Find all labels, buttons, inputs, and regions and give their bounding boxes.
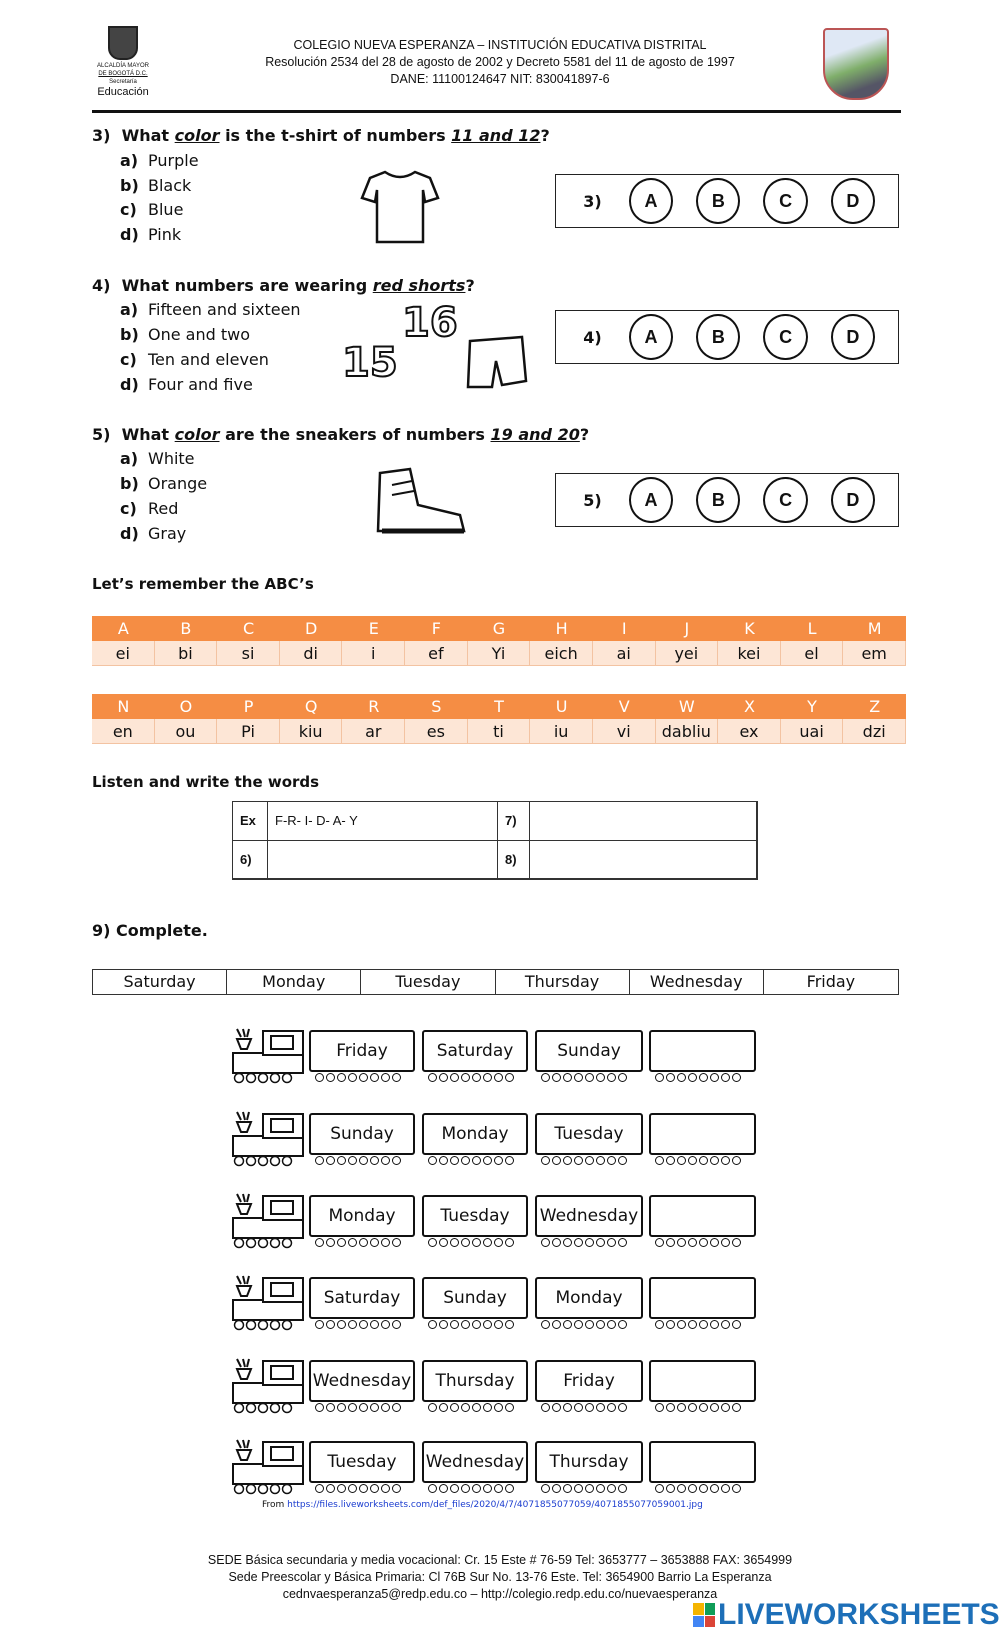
letter-cell: O <box>155 694 218 719</box>
letter-cell: R <box>342 694 405 719</box>
letter-cell: W <box>656 694 719 719</box>
wheels-icon <box>655 1484 741 1494</box>
day-word: Monday <box>227 970 361 994</box>
question-4: 4) What numbers are wearing red shorts? <box>92 276 475 295</box>
shorts-icon <box>464 335 528 393</box>
train-car-day: Friday <box>309 1030 415 1072</box>
q5-choice-d[interactable]: D <box>831 477 875 523</box>
q3-choice-c[interactable]: C <box>763 178 807 224</box>
listen-title: Listen and write the words <box>92 773 320 791</box>
pronunciation-cell: di <box>280 641 343 666</box>
pronunciation-cell: ar <box>342 719 405 744</box>
ex-label: Ex <box>233 802 268 841</box>
train-car-day: Wednesday <box>535 1195 643 1237</box>
wheels-icon <box>315 1073 401 1083</box>
train-engine-icon <box>231 1274 307 1332</box>
train-car-day: Sunday <box>535 1030 643 1072</box>
wheels-icon <box>315 1484 401 1494</box>
alphabet-table-2 <box>92 694 906 744</box>
header-dane: DANE: 11100124647 NIT: 830041897-6 <box>390 72 610 86</box>
days-word-bank <box>92 969 899 995</box>
letter-cell: C <box>217 616 280 641</box>
number-15: 15 <box>342 340 398 386</box>
pronunciation-cell: kei <box>718 641 781 666</box>
letter-cell: X <box>718 694 781 719</box>
live-badge-icon <box>693 1603 715 1627</box>
sneakers-icon <box>370 465 470 540</box>
pronunciation-cell: el <box>781 641 844 666</box>
letter-cell: I <box>593 616 656 641</box>
q3-choice-b[interactable]: B <box>696 178 740 224</box>
pronunciation-cell: ef <box>405 641 468 666</box>
train-car-day: Saturday <box>309 1277 415 1319</box>
wheels-icon <box>315 1238 401 1248</box>
pronunciation-cell: yei <box>656 641 719 666</box>
liveworksheets-logo: LIVEWORKSHEETS <box>693 1598 1000 1632</box>
q3-choice-d[interactable]: D <box>831 178 875 224</box>
pronunciation-cell: dabliu <box>656 719 719 744</box>
q4-option-a: a) Fifteen and sixteen <box>120 300 301 319</box>
train-car-day: Wednesday <box>422 1441 528 1483</box>
train-row <box>231 1438 761 1496</box>
wheels-icon <box>428 1156 514 1166</box>
pronunciation-cell: Yi <box>468 641 531 666</box>
number-16: 16 <box>402 300 458 346</box>
pronunciation-cell: i <box>342 641 405 666</box>
label-8: 8) <box>498 841 530 880</box>
day-word: Thursday <box>496 970 630 994</box>
letter-cell: B <box>155 616 218 641</box>
pronunciation-cell: eich <box>530 641 593 666</box>
letter-cell: L <box>781 616 844 641</box>
wheels-icon <box>655 1403 741 1413</box>
pronunciation-cell: uai <box>781 719 844 744</box>
train-car-day: Sunday <box>422 1277 528 1319</box>
pronunciation-cell: ti <box>468 719 531 744</box>
letter-cell: U <box>530 694 593 719</box>
letter-cell: V <box>593 694 656 719</box>
q4-choice-a[interactable]: A <box>629 314 673 360</box>
wheels-icon <box>541 1484 627 1494</box>
day-word: Saturday <box>93 970 227 994</box>
footer-line-2: Sede Preescolar y Básica Primaria: Cl 76B Sur No. 13-76 Este. Tel: 3654900 Barrio La Esperanza <box>228 1570 772 1584</box>
pronunciation-cell: em <box>843 641 906 666</box>
train-car-day: Thursday <box>422 1360 528 1402</box>
letter-cell: P <box>217 694 280 719</box>
wheels-icon <box>655 1073 741 1083</box>
ex-answer: F-R- I- D- A- Y <box>268 802 498 841</box>
wheels-icon <box>428 1484 514 1494</box>
train-car-day: Tuesday <box>422 1195 528 1237</box>
wheels-icon <box>315 1320 401 1330</box>
source-link[interactable]: https://files.liveworksheets.com/def_files/2020/4/7/4071855077059/4071855077059001.jpg <box>287 1500 703 1510</box>
wheels-icon <box>541 1073 627 1083</box>
question-3: 3) What color is the t-shirt of numbers 11 and 12? <box>92 126 550 145</box>
complete-title: 9) Complete. <box>92 921 208 940</box>
pronunciation-cell: es <box>405 719 468 744</box>
day-word: Tuesday <box>361 970 495 994</box>
q4-answer-box: 4) A B C D <box>555 310 899 364</box>
train-car-day: Sunday <box>309 1113 415 1155</box>
wheels-icon <box>541 1320 627 1330</box>
train-car-day: Saturday <box>422 1030 528 1072</box>
letter-cell: Z <box>843 694 906 719</box>
q5-choice-c[interactable]: C <box>763 477 807 523</box>
pronunciation-cell: en <box>92 719 155 744</box>
q5-answer-box: 5) A B C D <box>555 473 899 527</box>
q3-option-c: c) Blue <box>120 200 184 219</box>
wheels-icon <box>428 1073 514 1083</box>
letter-cell: S <box>405 694 468 719</box>
letter-cell: M <box>843 616 906 641</box>
train-row <box>231 1192 761 1250</box>
train-row <box>231 1274 761 1332</box>
pronunciation-cell: Pi <box>217 719 280 744</box>
pronunciation-cell: dzi <box>843 719 906 744</box>
answer-6-input[interactable] <box>268 841 498 880</box>
letter-cell: N <box>92 694 155 719</box>
q5-choice-b[interactable]: B <box>696 477 740 523</box>
day-word: Wednesday <box>630 970 764 994</box>
question-5: 5) What color are the sneakers of numbers 19 and 20? <box>92 425 590 444</box>
footer-line-3: cednvaesperanza5@redp.edu.co – http://colegio.redp.edu.co/nuevaesperanza <box>282 1587 718 1601</box>
train-row <box>231 1027 761 1085</box>
answer-7-input[interactable] <box>530 802 757 841</box>
q3-answer-box: 3) A B C D <box>555 174 899 228</box>
source-line: From https://files.liveworksheets.com/def_files/2020/4/7/4071855077059/4071855077059001.jpg <box>262 1500 703 1510</box>
pronunciation-cell: bi <box>155 641 218 666</box>
q4-option-c: c) Ten and eleven <box>120 350 269 369</box>
wheels-icon <box>428 1238 514 1248</box>
school-shield-logo <box>823 28 889 100</box>
train-engine-icon <box>231 1192 307 1250</box>
train-car-day: Monday <box>535 1277 643 1319</box>
train-car-answer-input[interactable] <box>649 1277 756 1319</box>
train-car-day: Monday <box>422 1113 528 1155</box>
q3-option-a: a) Purple <box>120 151 199 170</box>
wheels-icon <box>428 1320 514 1330</box>
q5-option-b: b) Orange <box>120 474 208 493</box>
train-car-answer-input[interactable] <box>649 1030 756 1072</box>
q4-option-b: b) One and two <box>120 325 250 344</box>
letter-cell: F <box>405 616 468 641</box>
letter-cell: G <box>468 616 531 641</box>
wheels-icon <box>655 1320 741 1330</box>
pronunciation-cell: si <box>217 641 280 666</box>
letter-cell: Q <box>280 694 343 719</box>
bogota-crest-logo: ALCALDÍA MAYOR DE BOGOTÁ D.C. Secretaría Educación <box>90 26 156 104</box>
pronunciation-cell: ei <box>92 641 155 666</box>
train-car-answer-input[interactable] <box>649 1195 756 1237</box>
header-resolution: Resolución 2534 del 28 de agosto de 2002 y Decreto 5581 del 11 de agosto de 1997 <box>265 55 735 69</box>
header-divider <box>92 110 901 113</box>
q4-choice-c[interactable]: C <box>763 314 807 360</box>
train-engine-icon <box>231 1027 307 1085</box>
pronunciation-cell: ex <box>718 719 781 744</box>
answer-8-input[interactable] <box>530 841 757 880</box>
wheels-icon <box>315 1156 401 1166</box>
train-engine-icon <box>231 1110 307 1168</box>
train-car-day: Friday <box>535 1360 643 1402</box>
letter-cell: K <box>718 616 781 641</box>
day-word: Friday <box>806 972 856 991</box>
train-engine-icon <box>231 1357 307 1415</box>
q3-choice-a[interactable]: A <box>629 178 673 224</box>
q5-option-d: d) Gray <box>120 524 187 543</box>
train-car-day: Monday <box>309 1195 415 1237</box>
train-row <box>231 1357 761 1415</box>
q3-option-b: b) Black <box>120 176 192 195</box>
alphabet-table-1 <box>92 616 906 666</box>
header-school-name: COLEGIO NUEVA ESPERANZA – INSTITUCIÓN EDUCATIVA DISTRITAL <box>293 38 707 52</box>
pronunciation-cell: kiu <box>280 719 343 744</box>
label-7: 7) <box>498 802 530 841</box>
train-car-answer-input[interactable] <box>649 1441 756 1483</box>
letter-cell: T <box>468 694 531 719</box>
tshirt-icon <box>360 168 440 246</box>
letter-cell: A <box>92 616 155 641</box>
pronunciation-cell: ai <box>593 641 656 666</box>
letter-cell: H <box>530 616 593 641</box>
q4-choice-d[interactable]: D <box>831 314 875 360</box>
footer-line-1: SEDE Básica secundaria y media vocacional: Cr. 15 Este # 76-59 Tel: 3653777 – 3653888 FAX: 3654999 <box>207 1553 793 1567</box>
pronunciation-cell: vi <box>593 719 656 744</box>
q4-choice-b[interactable]: B <box>696 314 740 360</box>
train-car-day: Tuesday <box>535 1113 643 1155</box>
q5-option-a: a) White <box>120 449 195 468</box>
train-car-answer-input[interactable] <box>649 1360 756 1402</box>
train-engine-icon <box>231 1438 307 1496</box>
letter-cell: Y <box>781 694 844 719</box>
pronunciation-cell: iu <box>530 719 593 744</box>
q5-choice-a[interactable]: A <box>629 477 673 523</box>
letter-cell: D <box>280 616 343 641</box>
q3-option-d: d) Pink <box>120 225 182 244</box>
wheels-icon <box>655 1156 741 1166</box>
pronunciation-cell: ou <box>155 719 218 744</box>
q4-option-d: d) Four and five <box>120 375 253 394</box>
abc-title: Let’s remember the ABC’s <box>92 575 314 593</box>
wheels-icon <box>541 1156 627 1166</box>
wheels-icon <box>541 1238 627 1248</box>
train-car-day: Wednesday <box>309 1360 415 1402</box>
wheels-icon <box>541 1403 627 1413</box>
listen-table <box>232 801 758 880</box>
label-6: 6) <box>233 841 268 880</box>
train-row <box>231 1110 761 1168</box>
train-car-answer-input[interactable] <box>649 1113 756 1155</box>
wheels-icon <box>315 1403 401 1413</box>
wheels-icon <box>655 1238 741 1248</box>
q5-option-c: c) Red <box>120 499 179 518</box>
letter-cell: J <box>656 616 719 641</box>
train-car-day: Tuesday <box>309 1441 415 1483</box>
letter-cell: E <box>342 616 405 641</box>
train-car-day: Thursday <box>535 1441 643 1483</box>
wheels-icon <box>428 1403 514 1413</box>
